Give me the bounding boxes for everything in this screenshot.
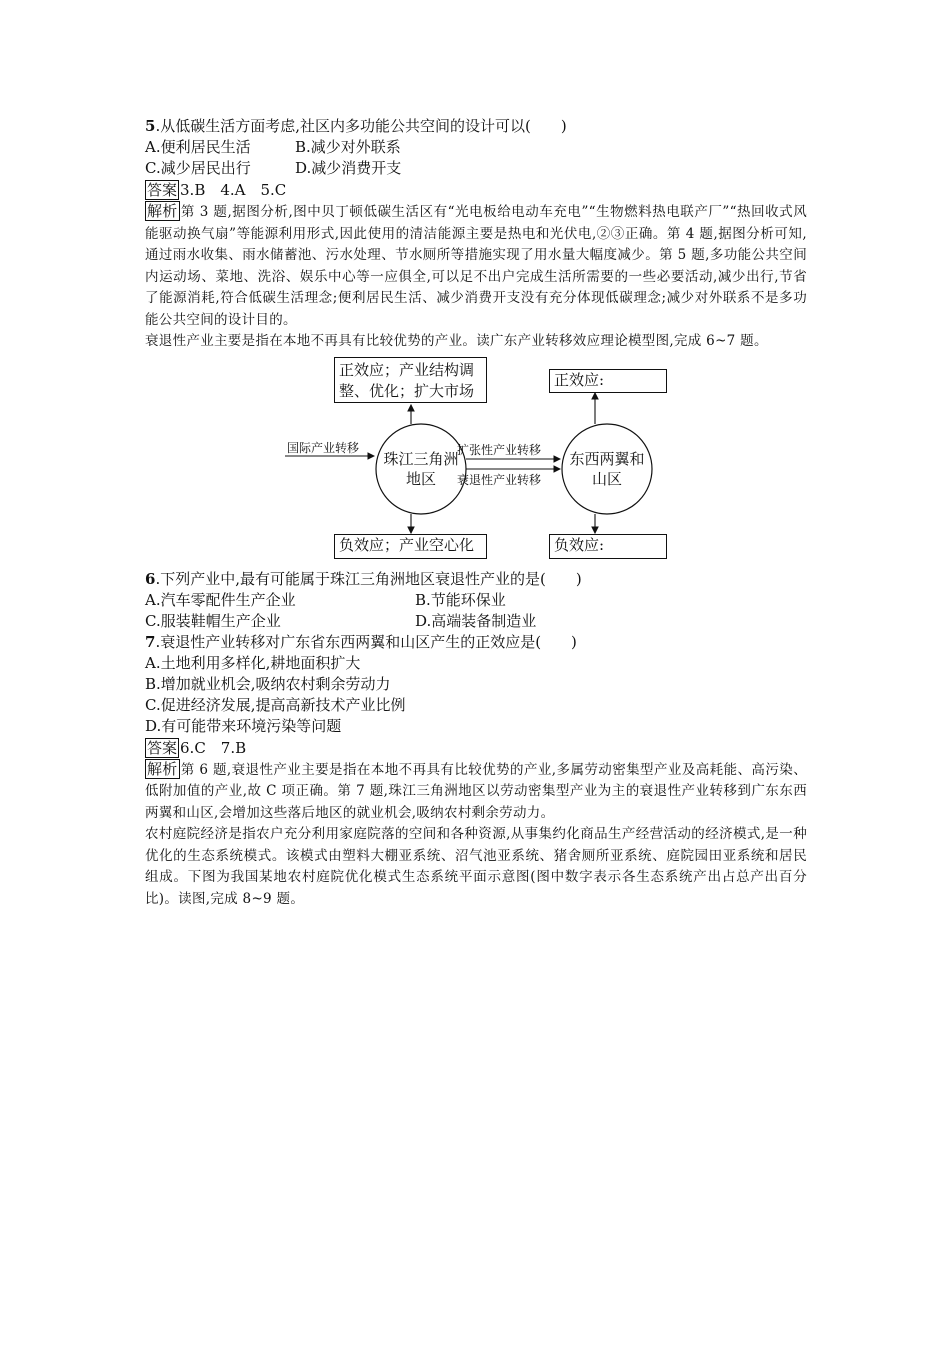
label-pearl-river-delta: 珠江三角洲地区 xyxy=(383,449,459,488)
box-negative-effect-left: 负效应；产业空心化 xyxy=(334,534,487,559)
q5-option-b[interactable]: B.减少对外联系 xyxy=(295,138,401,156)
label-international-transfer: 国际产业转移 xyxy=(287,440,360,455)
q5-option-c[interactable]: C.减少居民出行 xyxy=(145,159,251,177)
q7-option-d[interactable]: D.有可能带来环境污染等问题 xyxy=(145,716,342,735)
label-east-west-mountain: 东西两翼和山区 xyxy=(569,449,645,488)
document-page xyxy=(145,116,807,910)
explanation-tag: 解析 xyxy=(147,202,178,220)
label-expansion-transfer: 扩张性产业转移 xyxy=(457,442,542,457)
answer-tag: 答案 xyxy=(147,738,178,757)
question-6-stem: 6.下列产业中,最有可能属于珠江三角洲地区衰退性产业的是( ) xyxy=(145,569,582,588)
q5-option-a[interactable]: A.便利居民生活 xyxy=(145,138,251,156)
question-7-stem: 7.衰退性产业转移对广东省东西两翼和山区产生的正效应是( ) xyxy=(145,632,577,651)
explanation-block-1: 解析 第 3 题,据图分析,图中贝丁顿低碳生活区有“光电板给电动车充电”“生物燃料热电联产厂”“热回收式风能驱动换气扇”等能源利用形式,因此使用的清洁能源主要是热电和光伏电,②③正确。第 4 题,据图分析可知,通过雨水收集、雨水储蓄池、污水处理、节水厕所等措施实现了用水量大幅度减少。第 5 题,多功能公共空间内运动场、菜地、洗浴、娱乐中心等一应俱全,可以足不出户完成生活所需要的一些必要活动,减少出行,节省了能源消耗,符合低碳生活理念;便利居民生活、减少消费开支没有充分体现低碳理念;减少对外联系不是多功能公共空间的设计目的。 xyxy=(145,202,807,328)
q6-option-a[interactable]: A.汽车零配件生产企业 xyxy=(145,590,296,609)
explanation-block-2: 解析 第 6 题,衰退性产业主要是指在本地不再具有比较优势的产业,多属劳动密集型产业及高耗能、高污染、低附加值的产业,故 C 项正确。第 7 题,珠江三角洲地区以劳动密集型产业为主的衰退性产业转移到广东东西两翼和山区,会增加这些落后地区的就业机会,吸纳农村剩余劳动力。 xyxy=(145,759,807,821)
industry-transfer-diagram xyxy=(145,357,807,569)
q5-option-d[interactable]: D.减少消费开支 xyxy=(295,159,402,177)
q7-option-a[interactable]: A.土地利用多样化,耕地面积扩大 xyxy=(145,653,361,672)
q6-option-d[interactable]: D.高端装备制造业 xyxy=(415,611,537,630)
label-decline-transfer: 衰退性产业转移 xyxy=(457,472,542,487)
box-negative-effect-right: 负效应: xyxy=(549,534,667,559)
box-positive-effect-left: 正效应；产业结构调整、优化；扩大市场 xyxy=(334,357,487,403)
question-5-stem: 5.从低碳生活方面考虑,社区内多功能公共空间的设计可以( ) xyxy=(145,117,567,135)
question-5-options-row-1 xyxy=(145,137,807,158)
q6-option-b[interactable]: B.节能环保业 xyxy=(415,590,506,609)
q6-option-c[interactable]: C.服装鞋帽生产企业 xyxy=(145,611,281,630)
question-5-options-row-2 xyxy=(145,158,807,179)
explanation-tag: 解析 xyxy=(147,759,178,778)
intro-questions-8-9: 农村庭院经济是指农户充分利用家庭院落的空间和各种资源,从事集约化商品生产经营活动的经济模式,是一种优化的生态系统模式。该模式由塑料大棚亚系统、沼气池亚系统、猪舍厕所亚系统、庭院园田亚系统和居民组成。下图为我国某地农村庭院优化模式生态系统平面示意图(图中数字表示各生态系统产出占总产出百分比)。读图,完成 8~9 题。 xyxy=(145,826,807,907)
question-6-options-row-2 xyxy=(145,611,807,632)
q7-option-c[interactable]: C.促进经济发展,提高高新技术产业比例 xyxy=(145,695,406,714)
q7-option-b[interactable]: B.增加就业机会,吸纳农村剩余劳动力 xyxy=(145,674,391,693)
answer-tag: 答案 xyxy=(147,181,178,199)
box-positive-effect-right: 正效应: xyxy=(549,369,667,393)
question-6-options-row-1 xyxy=(145,590,807,611)
answer-block-2: 答案 6.C 7.B xyxy=(147,738,247,757)
intro-questions-6-7: 衰退性产业主要是指在本地不再具有比较优势的产业。读广东产业转移效应理论模型图,完成 6~7 题。 xyxy=(145,333,768,349)
answer-block-1: 答案 3.B 4.A 5.C xyxy=(147,181,287,199)
